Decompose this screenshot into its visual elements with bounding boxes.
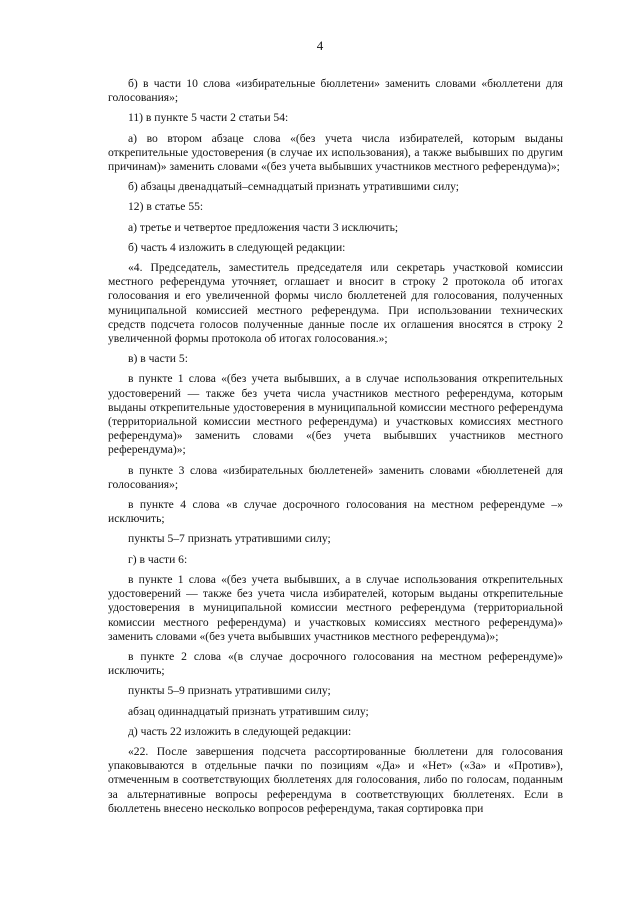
paragraph: в пункте 2 слова «(в случае досрочного голосования на местном референдуме)» исключить; [108,649,563,678]
paragraph: 11) в пункте 5 части 2 статьи 54: [128,111,289,125]
paragraph: пункты 5–7 признать утратившими силу; [128,532,331,546]
paragraph: в пункте 3 слова «избирательных бюллетеней» заменить словами «бюллетеней для голосования»; [108,463,563,491]
paragraph: пункты 5–9 признать утратившими силу; [128,684,331,698]
paragraph: в пункте 1 слова «(без учета выбывших, а в случае использования открепительных удостоверений — также без учета числа избирателей, которым выданы открепительные удостоверения в муниципальной комиссии местного референдума (территориальной комиссии местного референдума) и участковых комиссиях местного референдума)» заменить словами «(без учета выбывших участников местного референдума)»; [108,572,563,643]
paragraph: г) в части 6: [128,552,188,566]
document-body [108,77,563,816]
paragraph: в) в части 5: [128,352,188,366]
paragraph: в пункте 4 слова «в случае досрочного голосования на местном референдуме –» исключить; [108,498,563,526]
paragraph: 12) в статье 55: [128,200,204,214]
paragraph: «4. Председатель, заместитель председателя или секретарь участковой комиссии местного референдума уточняет, оглашает и вносит в строку 2 протокола об итогах голосования и его увеличенной формы число бюллетеней для голосования, полученных муниципальной комиссией местного референдума. При использовании технических средств подсчета голосов полученные данные после их оглашения вносятся в строку 2 увеличенной формы протокола об итогах голосования.»; [108,261,563,346]
page-number: 4 [316,38,324,53]
paragraph: а) во втором абзаце слова «(без учета числа избирателей, которым выданы открепительные удостоверения (в случае их использования), а также выбывших по другим причинам)» заменить словами «(без учета выбывших участников местного референдума)»; [108,131,563,174]
paragraph: в пункте 1 слова «(без учета выбывших, а в случае использования открепительных удостоверений — также без учета числа участников местного референдума, которым выданы открепительные удостоверения в муниципальной комиссии местного референдума (территориальной комиссии местного референдума) и участковых комиссиях местного референдума)» заменить словами «(без учета выбывших участников местного референдума)»; [108,372,563,457]
paragraph: б) абзацы двенадцатый–семнадцатый признать утратившими силу; [128,180,460,194]
paragraph: а) третье и четвертое предложения части 3 исключить; [128,220,399,234]
paragraph: б) часть 4 изложить в следующей редакции: [128,240,346,254]
paragraph: б) в части 10 слова «избирательные бюллетени» заменить словами «бюллетени для голосования»; [108,77,563,105]
paragraph: д) часть 22 изложить в следующей редакции: [128,724,352,738]
paragraph: абзац одиннадцатый признать утратившим силу; [128,704,369,718]
paragraph: «22. После завершения подсчета рассортированные бюллетени для голосования упаковываются в отдельные пачки по позициям «Да» и «Нет» («За» и «Против»), отмеченным в соответствующих бюллетенях для голосования, либо по голосам, поданным за альтернативные вопросы референдума в соответствующих бюллетенях. Если в бюллетень внесено несколько вопросов референдума, такая сортировка при [108,744,563,815]
